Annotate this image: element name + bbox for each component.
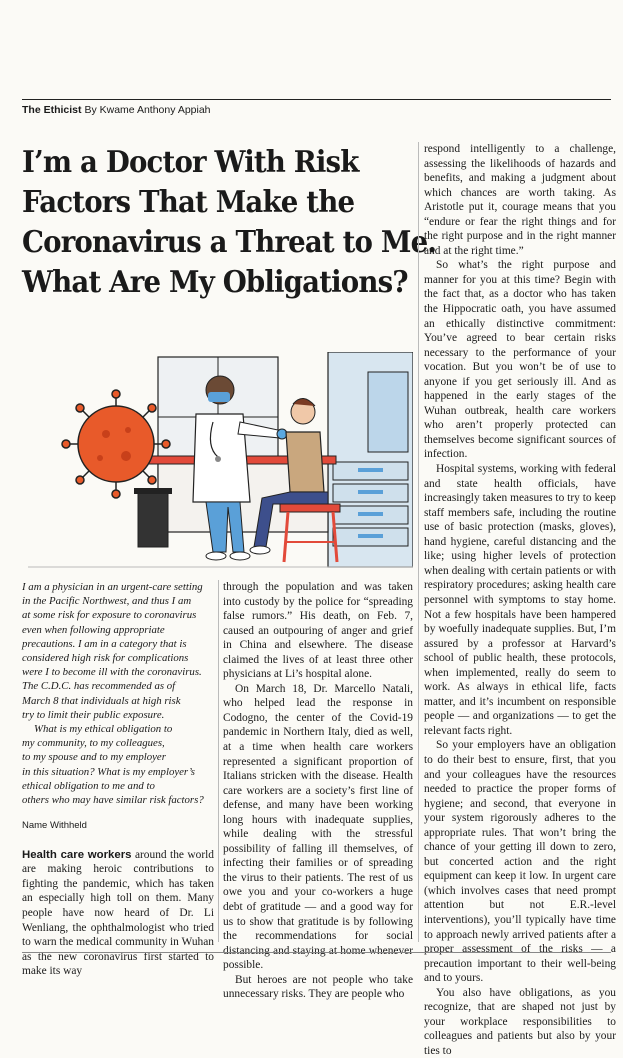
letter-line: my community, to my colleagues, — [22, 737, 165, 750]
letter-line: were I to become ill with the coronavirus. — [22, 666, 202, 679]
cabinet — [328, 352, 413, 567]
lead-text: around the world are making heroic contributions to fighting the pandemic, which has taken an especially high toll on them. Many people have now heard of Dr. Li Wenliang, the ophthalmologist who tried to warn the medical community in Wuhan as the new coronavirus first started to make its way — [22, 848, 214, 978]
doctor-examining-patient-illustration — [28, 352, 413, 577]
letter-line: try to limit their public exposure. — [22, 708, 165, 721]
byline: By Kwame Anthony Appiah — [84, 104, 211, 116]
column-rule — [418, 142, 419, 942]
paragraph: But heroes are not people who take unnecessary risks. They are people who — [223, 973, 413, 1001]
letter-line: What is my ethical obligation to — [34, 723, 173, 736]
letter-signoff: Name Withheld — [22, 820, 87, 832]
letter-line: March 8 that individuals at high risk — [22, 694, 181, 707]
bottom-rule — [22, 952, 611, 953]
paragraph: You also have obligations, as you recognize, that are shaped not just by your workplace responsibilities to colleagues and patients but also by your ties to — [424, 986, 616, 1057]
column-3 — [424, 142, 616, 1058]
headline — [22, 143, 437, 303]
letter-line: considered high risk for complications — [22, 652, 189, 665]
column-2 — [223, 580, 413, 1002]
section-name[interactable]: The Ethicist — [22, 104, 82, 116]
headline-line: Factors That Make the — [22, 185, 355, 220]
letter-line: precautions. I am in a category that is — [22, 637, 187, 650]
paragraph: So what’s the right purpose and manner for you at this time? Begin with the fact that, as a doctor who has taken the Hippocratic oath, you have assumed an ethically distinctive commitment: You’ve agreed to bear certain risks necessary to the performance of your vocation. But you won’t be of use to anyone if you get seriously ill. And as happened in the early stages of the Wuhan outbreak, health care workers who aren’t properly protected can themselves become significant sources of infection. — [424, 259, 616, 461]
letter-line: ethical obligation to me and to — [22, 779, 155, 792]
top-rule — [22, 99, 611, 100]
lead-in: Health care workers — [22, 848, 132, 861]
reader-letter — [22, 580, 214, 807]
headline-line: I’m a Doctor With Risk — [22, 145, 359, 180]
paragraph: So your employers have an obligation to do their best to ensure, first, that you and your colleagues have the resources needed to practice the proper forms of hygiene; and second, that everyone in your system rigorously adheres to the appropriate rules. That won’t bring the chance of your getting ill down to zero, but concerted action and the right equipment can keep it low. In urgent care (which involves cases that need prompt attention but not E.R.-level interventions), you’ll typically have time to approach newly arrived patients after a proper assessment of the risks — a precaution important to their well-being and to yours. — [424, 739, 616, 985]
letter-line: I am a physician in an urgent-care setting — [22, 581, 203, 593]
article-lead-paragraph — [22, 848, 214, 979]
column-rule — [218, 580, 219, 942]
coronavirus-illustration — [62, 390, 170, 498]
letter-line: to my spouse and to my employer — [22, 751, 166, 764]
letter-line: in the Pacific Northwest, and thus I am — [22, 595, 192, 608]
letter-line: others who may have similar risk factors? — [22, 794, 204, 807]
letter-line: even when following appropriate — [22, 623, 165, 636]
headline-line: Coronavirus a Threat to Me. — [22, 225, 437, 260]
paragraph: On March 18, Dr. Marcello Natali, who helped lead the response in Codogno, the center of the Covid-19 pandemic in Northern Italy, died as well, at a time when health care workers represented a significant proportion of Italians stricken with the disease. Health care workers are a society’s first line of defense, and many have been working long hours with inadequate supplies, while dealing with the stressful possibility of falling ill themselves, of infecting their families or of spreading the virus to their patients. The rest of us owe you and your co-workers a huge debt of gratitude — and a good way for us to show that gratitude is by following the recommendations for social distancing and staying at home whenever possible. — [223, 682, 413, 972]
paragraph: Hospital systems, working with federal and state health officials, have increasingly taken measures to try to keep staff members safe, including the routine use of basic protection (masks, gloves), hand hygiene, careful distancing and the like; using higher levels of protection when dealing with certain patients or with respiratory procedures; asking health care personnel with symptoms to stay home. Not a few hospitals have been hampered by woefully inadequate supplies. But, I’m assured by a professor at Harvard’s school of public health, these protocols, when implemented, really do seem to work. As always in ethical life, facts matter, and it’s incumbent on responsible people — and organizations — to get the relevant facts right. — [424, 463, 616, 737]
kicker — [22, 104, 211, 116]
paragraph: respond intelligently to a challenge, assessing the likelihoods of hazards and benefits, and making a judgment about which chances are worth taking. As Aristotle put it, courage means that you “endure or fear the right things and for the right purpose and in the right manner and at the right time.” — [424, 143, 616, 257]
headline-line: What Are My Obligations? — [22, 265, 408, 300]
trash-bin — [134, 488, 172, 547]
letter-line: in this situation? What is my employer’s — [22, 765, 195, 778]
letter-line: at some risk for exposure to coronavirus — [22, 609, 197, 622]
letter-line: The C.D.C. has recommended as of — [22, 680, 176, 693]
column-1 — [22, 580, 214, 979]
paragraph: through the population and was taken into custody by the police for “spreading false rumors.” His death, on Feb. 7, caused an outpouring of anger and grief in China and elsewhere. The disease claimed the lives of at least three other physicians at Li’s hospital alone. — [223, 581, 413, 681]
